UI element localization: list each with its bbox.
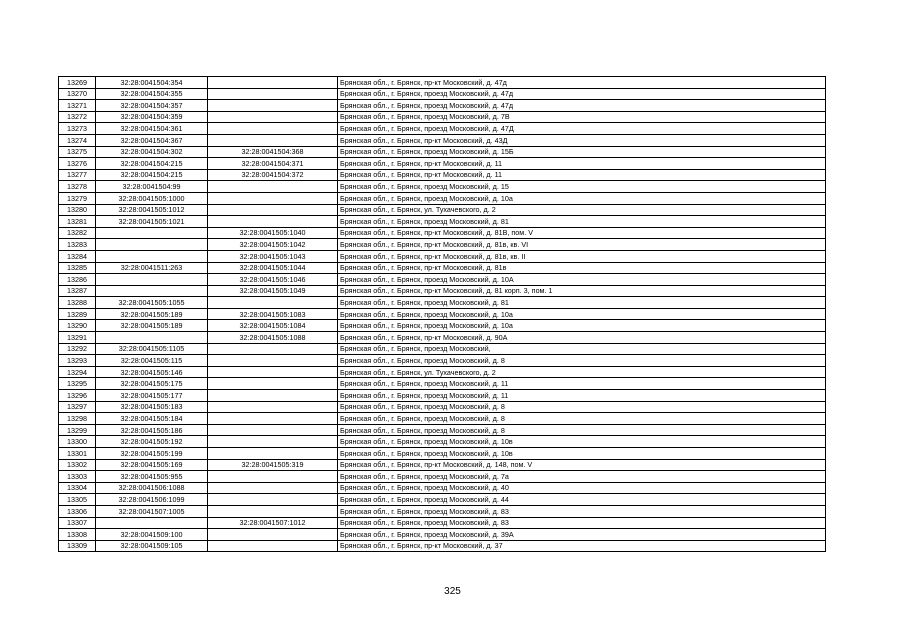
table-row — [59, 274, 826, 286]
object-cadastral-number-cell — [208, 448, 338, 460]
row-number-cell: 13299 — [59, 424, 96, 436]
row-number-cell: 13300 — [59, 436, 96, 448]
object-cadastral-number-cell — [208, 540, 338, 552]
table-row — [59, 181, 826, 193]
address-cell: Брянская обл., г. Брянск, проезд Московский, д. 11 — [338, 390, 826, 402]
land-cadastral-number-cell: 32:28:0041504:302 — [96, 146, 208, 158]
row-number-cell: 13280 — [59, 204, 96, 216]
address-cell: Брянская обл., г. Брянск, пр-кт Московский, д. 81 корп. 3, пом. 1 — [338, 285, 826, 297]
page-number: 325 — [444, 586, 461, 597]
land-cadastral-number-cell: 32:28:0041505:186 — [96, 424, 208, 436]
address-cell: Брянская обл., г. Брянск, пр-кт Московский, д. 11 — [338, 169, 826, 181]
address-cell: Брянская обл., г. Брянск, проезд Московский, д. 10а — [338, 192, 826, 204]
table-row — [59, 413, 826, 425]
land-cadastral-number-cell: 32:28:0041505:1105 — [96, 343, 208, 355]
row-number-cell: 13291 — [59, 332, 96, 344]
object-cadastral-number-cell: 32:28:0041507:1012 — [208, 517, 338, 529]
land-cadastral-number-cell: 32:28:0041504:367 — [96, 134, 208, 146]
address-cell: Брянская обл., г. Брянск, ул. Тухачевского, д. 2 — [338, 204, 826, 216]
object-cadastral-number-cell — [208, 181, 338, 193]
address-cell: Брянская обл., г. Брянск, проезд Московский, д. 40 — [338, 482, 826, 494]
object-cadastral-number-cell — [208, 494, 338, 506]
table-row — [59, 505, 826, 517]
table-row — [59, 343, 826, 355]
land-cadastral-number-cell: 32:28:0041504:215 — [96, 169, 208, 181]
land-cadastral-number-cell: 32:28:0041504:357 — [96, 100, 208, 112]
object-cadastral-number-cell — [208, 424, 338, 436]
row-number-cell: 13293 — [59, 355, 96, 367]
object-cadastral-number-cell — [208, 77, 338, 89]
address-cell: Брянская обл., г. Брянск, проезд Московский, д. 8 — [338, 401, 826, 413]
row-number-cell: 13282 — [59, 227, 96, 239]
row-number-cell: 13276 — [59, 158, 96, 170]
address-cell: Брянская обл., г. Брянск, проезд Московский, д. 39А — [338, 529, 826, 541]
object-cadastral-number-cell — [208, 297, 338, 309]
land-cadastral-number-cell: 32:28:0041505:199 — [96, 448, 208, 460]
land-cadastral-number-cell — [96, 227, 208, 239]
table-row — [59, 424, 826, 436]
table-row — [59, 169, 826, 181]
object-cadastral-number-cell: 32:28:0041505:1084 — [208, 320, 338, 332]
row-number-cell: 13284 — [59, 250, 96, 262]
object-cadastral-number-cell — [208, 366, 338, 378]
address-cell: Брянская обл., г. Брянск, пр-кт Московский, д. 37 — [338, 540, 826, 552]
table-row — [59, 494, 826, 506]
land-cadastral-number-cell: 32:28:0041504:355 — [96, 88, 208, 100]
row-number-cell: 13271 — [59, 100, 96, 112]
object-cadastral-number-cell — [208, 413, 338, 425]
address-cell: Брянская обл., г. Брянск, проезд Московский, — [338, 343, 826, 355]
table-row — [59, 77, 826, 89]
object-cadastral-number-cell — [208, 88, 338, 100]
address-cell: Брянская обл., г. Брянск, проезд Московский, д. 8 — [338, 413, 826, 425]
object-cadastral-number-cell — [208, 111, 338, 123]
land-cadastral-number-cell: 32:28:0041505:177 — [96, 390, 208, 402]
row-number-cell: 13277 — [59, 169, 96, 181]
row-number-cell: 13278 — [59, 181, 96, 193]
table-row — [59, 540, 826, 552]
address-cell: Брянская обл., г. Брянск, проезд Московский, д. 15 — [338, 181, 826, 193]
object-cadastral-number-cell — [208, 134, 338, 146]
table-row — [59, 204, 826, 216]
object-cadastral-number-cell — [208, 378, 338, 390]
object-cadastral-number-cell: 32:28:0041505:1049 — [208, 285, 338, 297]
land-cadastral-number-cell: 32:28:0041505:1055 — [96, 297, 208, 309]
address-cell: Брянская обл., г. Брянск, проезд Московский, д. 44 — [338, 494, 826, 506]
object-cadastral-number-cell — [208, 343, 338, 355]
land-cadastral-number-cell: 32:28:0041506:1099 — [96, 494, 208, 506]
object-cadastral-number-cell: 32:28:0041505:1044 — [208, 262, 338, 274]
address-cell: Брянская обл., г. Брянск, проезд Московский, д. 10а — [338, 308, 826, 320]
row-number-cell: 13273 — [59, 123, 96, 135]
address-cell: Брянская обл., г. Брянск, пр-кт Московский, д. 81в, кв. II — [338, 250, 826, 262]
row-number-cell: 13301 — [59, 448, 96, 460]
object-cadastral-number-cell — [208, 123, 338, 135]
table-row — [59, 459, 826, 471]
land-cadastral-number-cell: 32:28:0041506:1088 — [96, 482, 208, 494]
land-cadastral-number-cell: 32:28:0041505:189 — [96, 308, 208, 320]
table-row — [59, 100, 826, 112]
land-cadastral-number-cell: 32:28:0041505:1000 — [96, 192, 208, 204]
row-number-cell: 13292 — [59, 343, 96, 355]
table-row — [59, 366, 826, 378]
address-cell: Брянская обл., г. Брянск, проезд Московский, д. 7В — [338, 111, 826, 123]
table-row — [59, 285, 826, 297]
table-row — [59, 355, 826, 367]
land-cadastral-number-cell — [96, 250, 208, 262]
row-number-cell: 13279 — [59, 192, 96, 204]
land-cadastral-number-cell: 32:28:0041505:183 — [96, 401, 208, 413]
land-cadastral-number-cell: 32:28:0041505:146 — [96, 366, 208, 378]
row-number-cell: 13281 — [59, 216, 96, 228]
table-row — [59, 192, 826, 204]
row-number-cell: 13286 — [59, 274, 96, 286]
row-number-cell: 13308 — [59, 529, 96, 541]
row-number-cell: 13296 — [59, 390, 96, 402]
land-cadastral-number-cell: 32:28:0041505:184 — [96, 413, 208, 425]
cadastral-table-body — [59, 77, 826, 552]
land-cadastral-number-cell: 32:28:0041504:99 — [96, 181, 208, 193]
row-number-cell: 13298 — [59, 413, 96, 425]
table-row — [59, 134, 826, 146]
table-row — [59, 123, 826, 135]
object-cadastral-number-cell: 32:28:0041504:371 — [208, 158, 338, 170]
table-row — [59, 332, 826, 344]
object-cadastral-number-cell: 32:28:0041505:1046 — [208, 274, 338, 286]
row-number-cell: 13289 — [59, 308, 96, 320]
table-row — [59, 390, 826, 402]
table-row — [59, 517, 826, 529]
object-cadastral-number-cell: 32:28:0041505:1043 — [208, 250, 338, 262]
land-cadastral-number-cell: 32:28:0041504:215 — [96, 158, 208, 170]
row-number-cell: 13287 — [59, 285, 96, 297]
object-cadastral-number-cell — [208, 192, 338, 204]
land-cadastral-number-cell: 32:28:0041505:1021 — [96, 216, 208, 228]
object-cadastral-number-cell: 32:28:0041504:372 — [208, 169, 338, 181]
address-cell: Брянская обл., г. Брянск, ул. Тухачевского, д. 2 — [338, 366, 826, 378]
land-cadastral-number-cell: 32:28:0041507:1005 — [96, 505, 208, 517]
table-row — [59, 401, 826, 413]
table-row — [59, 471, 826, 483]
address-cell: Брянская обл., г. Брянск, проезд Московский, д. 10в — [338, 436, 826, 448]
row-number-cell: 13274 — [59, 134, 96, 146]
address-cell: Брянская обл., г. Брянск, проезд Московский, д. 47д — [338, 100, 826, 112]
object-cadastral-number-cell — [208, 401, 338, 413]
land-cadastral-number-cell — [96, 239, 208, 251]
object-cadastral-number-cell: 32:28:0041505:1040 — [208, 227, 338, 239]
address-cell: Брянская обл., г. Брянск, проезд Московский, д. 15Б — [338, 146, 826, 158]
object-cadastral-number-cell — [208, 471, 338, 483]
table-row — [59, 250, 826, 262]
object-cadastral-number-cell: 32:28:0041505:1083 — [208, 308, 338, 320]
table-row — [59, 436, 826, 448]
table-row — [59, 227, 826, 239]
land-cadastral-number-cell: 32:28:0041505:1012 — [96, 204, 208, 216]
table-row — [59, 529, 826, 541]
cadastral-table — [58, 76, 826, 552]
address-cell: Брянская обл., г. Брянск, проезд Московский, д. 47Д — [338, 123, 826, 135]
land-cadastral-number-cell: 32:28:0041505:169 — [96, 459, 208, 471]
land-cadastral-number-cell — [96, 285, 208, 297]
table-row — [59, 297, 826, 309]
land-cadastral-number-cell: 32:28:0041505:189 — [96, 320, 208, 332]
table-row — [59, 482, 826, 494]
row-number-cell: 13294 — [59, 366, 96, 378]
address-cell: Брянская обл., г. Брянск, пр-кт Московский, д. 81В, пом. V — [338, 227, 826, 239]
land-cadastral-number-cell: 32:28:0041504:361 — [96, 123, 208, 135]
address-cell: Брянская обл., г. Брянск, пр-кт Московский, д. 148, пом. V — [338, 459, 826, 471]
address-cell: Брянская обл., г. Брянск, проезд Московский, д. 10А — [338, 274, 826, 286]
land-cadastral-number-cell — [96, 517, 208, 529]
row-number-cell: 13307 — [59, 517, 96, 529]
address-cell: Брянская обл., г. Брянск, проезд Московский, д. 81 — [338, 216, 826, 228]
table-row — [59, 88, 826, 100]
land-cadastral-number-cell — [96, 274, 208, 286]
row-number-cell: 13304 — [59, 482, 96, 494]
row-number-cell: 13272 — [59, 111, 96, 123]
land-cadastral-number-cell: 32:28:0041504:354 — [96, 77, 208, 89]
land-cadastral-number-cell: 32:28:0041505:115 — [96, 355, 208, 367]
address-cell: Брянская обл., г. Брянск, проезд Московский, д. 10а — [338, 320, 826, 332]
row-number-cell: 13275 — [59, 146, 96, 158]
address-cell: Брянская обл., г. Брянск, проезд Московский, д. 11 — [338, 378, 826, 390]
object-cadastral-number-cell — [208, 204, 338, 216]
table-row — [59, 111, 826, 123]
row-number-cell: 13303 — [59, 471, 96, 483]
address-cell: Брянская обл., г. Брянск, проезд Московский, д. 7а — [338, 471, 826, 483]
object-cadastral-number-cell — [208, 355, 338, 367]
row-number-cell: 13290 — [59, 320, 96, 332]
address-cell: Брянская обл., г. Брянск, проезд Московский, д. 83 — [338, 517, 826, 529]
row-number-cell: 13306 — [59, 505, 96, 517]
table-row — [59, 216, 826, 228]
address-cell: Брянская обл., г. Брянск, проезд Московский, д. 81 — [338, 297, 826, 309]
land-cadastral-number-cell: 32:28:0041505:175 — [96, 378, 208, 390]
address-cell: Брянская обл., г. Брянск, проезд Московский, д. 83 — [338, 505, 826, 517]
address-cell: Брянская обл., г. Брянск, пр-кт Московский, д. 47д — [338, 77, 826, 89]
object-cadastral-number-cell: 32:28:0041505:1042 — [208, 239, 338, 251]
object-cadastral-number-cell: 32:28:0041505:1088 — [208, 332, 338, 344]
address-cell: Брянская обл., г. Брянск, проезд Московский, д. 8 — [338, 355, 826, 367]
row-number-cell: 13269 — [59, 77, 96, 89]
object-cadastral-number-cell — [208, 436, 338, 448]
object-cadastral-number-cell: 32:28:0041505:319 — [208, 459, 338, 471]
object-cadastral-number-cell — [208, 529, 338, 541]
object-cadastral-number-cell: 32:28:0041504:368 — [208, 146, 338, 158]
table-row — [59, 262, 826, 274]
address-cell: Брянская обл., г. Брянск, пр-кт Московский, д. 81в — [338, 262, 826, 274]
row-number-cell: 13302 — [59, 459, 96, 471]
row-number-cell: 13283 — [59, 239, 96, 251]
row-number-cell: 13285 — [59, 262, 96, 274]
address-cell: Брянская обл., г. Брянск, проезд Московский, д. 8 — [338, 424, 826, 436]
land-cadastral-number-cell: 32:28:0041509:100 — [96, 529, 208, 541]
row-number-cell: 13309 — [59, 540, 96, 552]
land-cadastral-number-cell: 32:28:0041504:359 — [96, 111, 208, 123]
object-cadastral-number-cell — [208, 482, 338, 494]
land-cadastral-number-cell: 32:28:0041509:105 — [96, 540, 208, 552]
object-cadastral-number-cell — [208, 505, 338, 517]
table-row — [59, 448, 826, 460]
table-row — [59, 308, 826, 320]
table-row — [59, 320, 826, 332]
address-cell: Брянская обл., г. Брянск, пр-кт Московский, д. 90А — [338, 332, 826, 344]
land-cadastral-number-cell: 32:28:0041505:955 — [96, 471, 208, 483]
address-cell: Брянская обл., г. Брянск, пр-кт Московский, д. 81в, кв. VI — [338, 239, 826, 251]
address-cell: Брянская обл., г. Брянск, пр-кт Московский, д. 11 — [338, 158, 826, 170]
land-cadastral-number-cell: 32:28:0041505:192 — [96, 436, 208, 448]
object-cadastral-number-cell — [208, 390, 338, 402]
land-cadastral-number-cell: 32:28:0041511:263 — [96, 262, 208, 274]
table-row — [59, 158, 826, 170]
address-cell: Брянская обл., г. Брянск, проезд Московский, д. 47д — [338, 88, 826, 100]
row-number-cell: 13305 — [59, 494, 96, 506]
address-cell: Брянская обл., г. Брянск, пр-кт Московский, д. 43Д — [338, 134, 826, 146]
table-row — [59, 239, 826, 251]
row-number-cell: 13295 — [59, 378, 96, 390]
table-row — [59, 146, 826, 158]
object-cadastral-number-cell — [208, 100, 338, 112]
address-cell: Брянская обл., г. Брянск, проезд Московский, д. 10в — [338, 448, 826, 460]
object-cadastral-number-cell — [208, 216, 338, 228]
row-number-cell: 13270 — [59, 88, 96, 100]
row-number-cell: 13288 — [59, 297, 96, 309]
row-number-cell: 13297 — [59, 401, 96, 413]
land-cadastral-number-cell — [96, 332, 208, 344]
table-row — [59, 378, 826, 390]
